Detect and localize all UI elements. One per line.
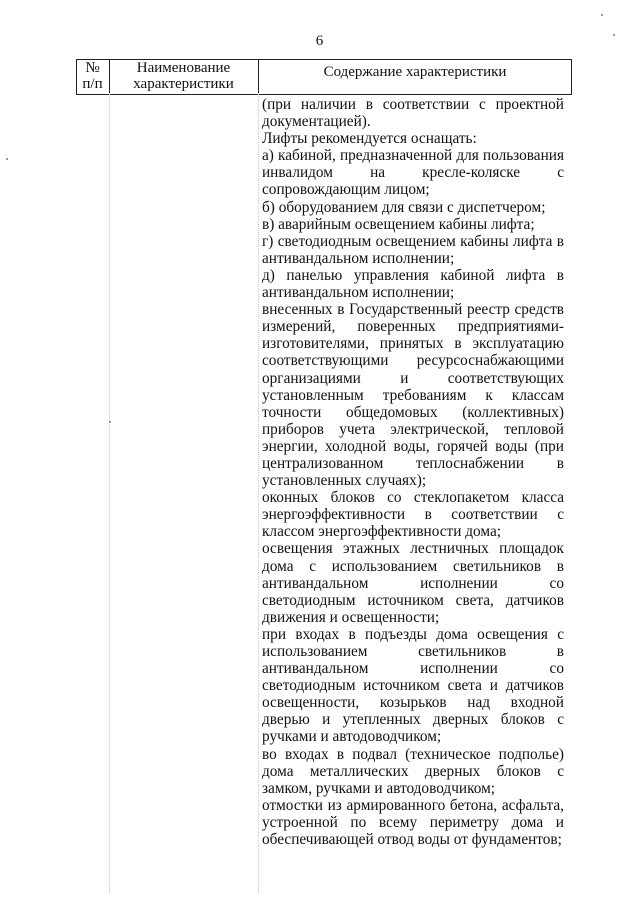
scan-speck bbox=[613, 34, 615, 36]
scan-speck bbox=[601, 14, 603, 16]
header-number-cell bbox=[76, 60, 109, 92]
table-header bbox=[76, 59, 572, 95]
header-content: Содержание характеристики bbox=[323, 64, 507, 80]
paragraph: отмостки из армированного бетона, асфальта, устроенной по всему периметру дома и обеспечивающей отвод воды от фундаментов; bbox=[262, 796, 564, 849]
header-name-line2: характеристики bbox=[133, 76, 234, 92]
header-name-line1: Наименование bbox=[136, 60, 231, 76]
paragraph: а) кабиной, предназначенной для пользования инвалидом на кресле-коляске с сопровождающим лицом; bbox=[262, 147, 564, 199]
header-number-line1: № bbox=[85, 60, 100, 76]
paragraph: д) панелью управления кабиной лифта в антивандальном исполнении; bbox=[262, 266, 564, 302]
paragraph: во входах в подвал (техническое подполье) дома металлических дверных блоков с замком, ручками и автодоводчиком; bbox=[262, 745, 564, 797]
scan-speck bbox=[109, 421, 111, 423]
paragraph: г) светодиодным освещением кабины лифта в антивандальном исполнении; bbox=[262, 232, 564, 267]
header-content-cell bbox=[258, 64, 572, 80]
paragraph: внесенных в Государственный реестр средств измерений, поверенных предприятиями-изготовителями, принятых в эксплуатацию соответствующими ресурсоснабжающими организациями и соответствующих установленным требованиям к классам точности общедомовых (коллективных) приборов учета электрической, тепловой энергии, холодной воды, горячей воды (при централизованном теплоснабжении в установленных случаях); bbox=[262, 301, 564, 490]
paragraph: оконных блоков со стеклопакетом класса энергоэффективности в соответствии с классом энергоэффективности дома; bbox=[262, 489, 564, 541]
scan-speck bbox=[6, 158, 8, 160]
paragraph: освещения этажных лестничных площадок дома с использованием светильников в антивандальном исполнении со светодиодным источником света, датчиков движения и освещенности; bbox=[262, 540, 564, 626]
column-line-2 bbox=[258, 93, 259, 893]
header-number-line2: п/п bbox=[82, 76, 103, 92]
column-line-1 bbox=[109, 93, 110, 893]
paragraph: (при наличии в соответствии с проектной документацией). bbox=[262, 96, 564, 131]
paragraph: при входах в подъезды дома освещения с использованием светильников в антивандальном исполнении со светодиодным источником света и датчиков освещенности, козырьков над входной дверью и утепленных дверных блоков с ручками и автодоводчиком; bbox=[262, 625, 564, 746]
characteristic-content bbox=[262, 96, 564, 848]
header-name-cell bbox=[109, 60, 258, 92]
page-number: 6 bbox=[315, 33, 324, 49]
paragraph: Лифты рекомендуется оснащать: bbox=[262, 130, 477, 148]
paragraph: б) оборудованием для связи с диспетчером; bbox=[262, 198, 546, 216]
paragraph: в) аварийным освещением кабины лифта; bbox=[262, 215, 535, 233]
